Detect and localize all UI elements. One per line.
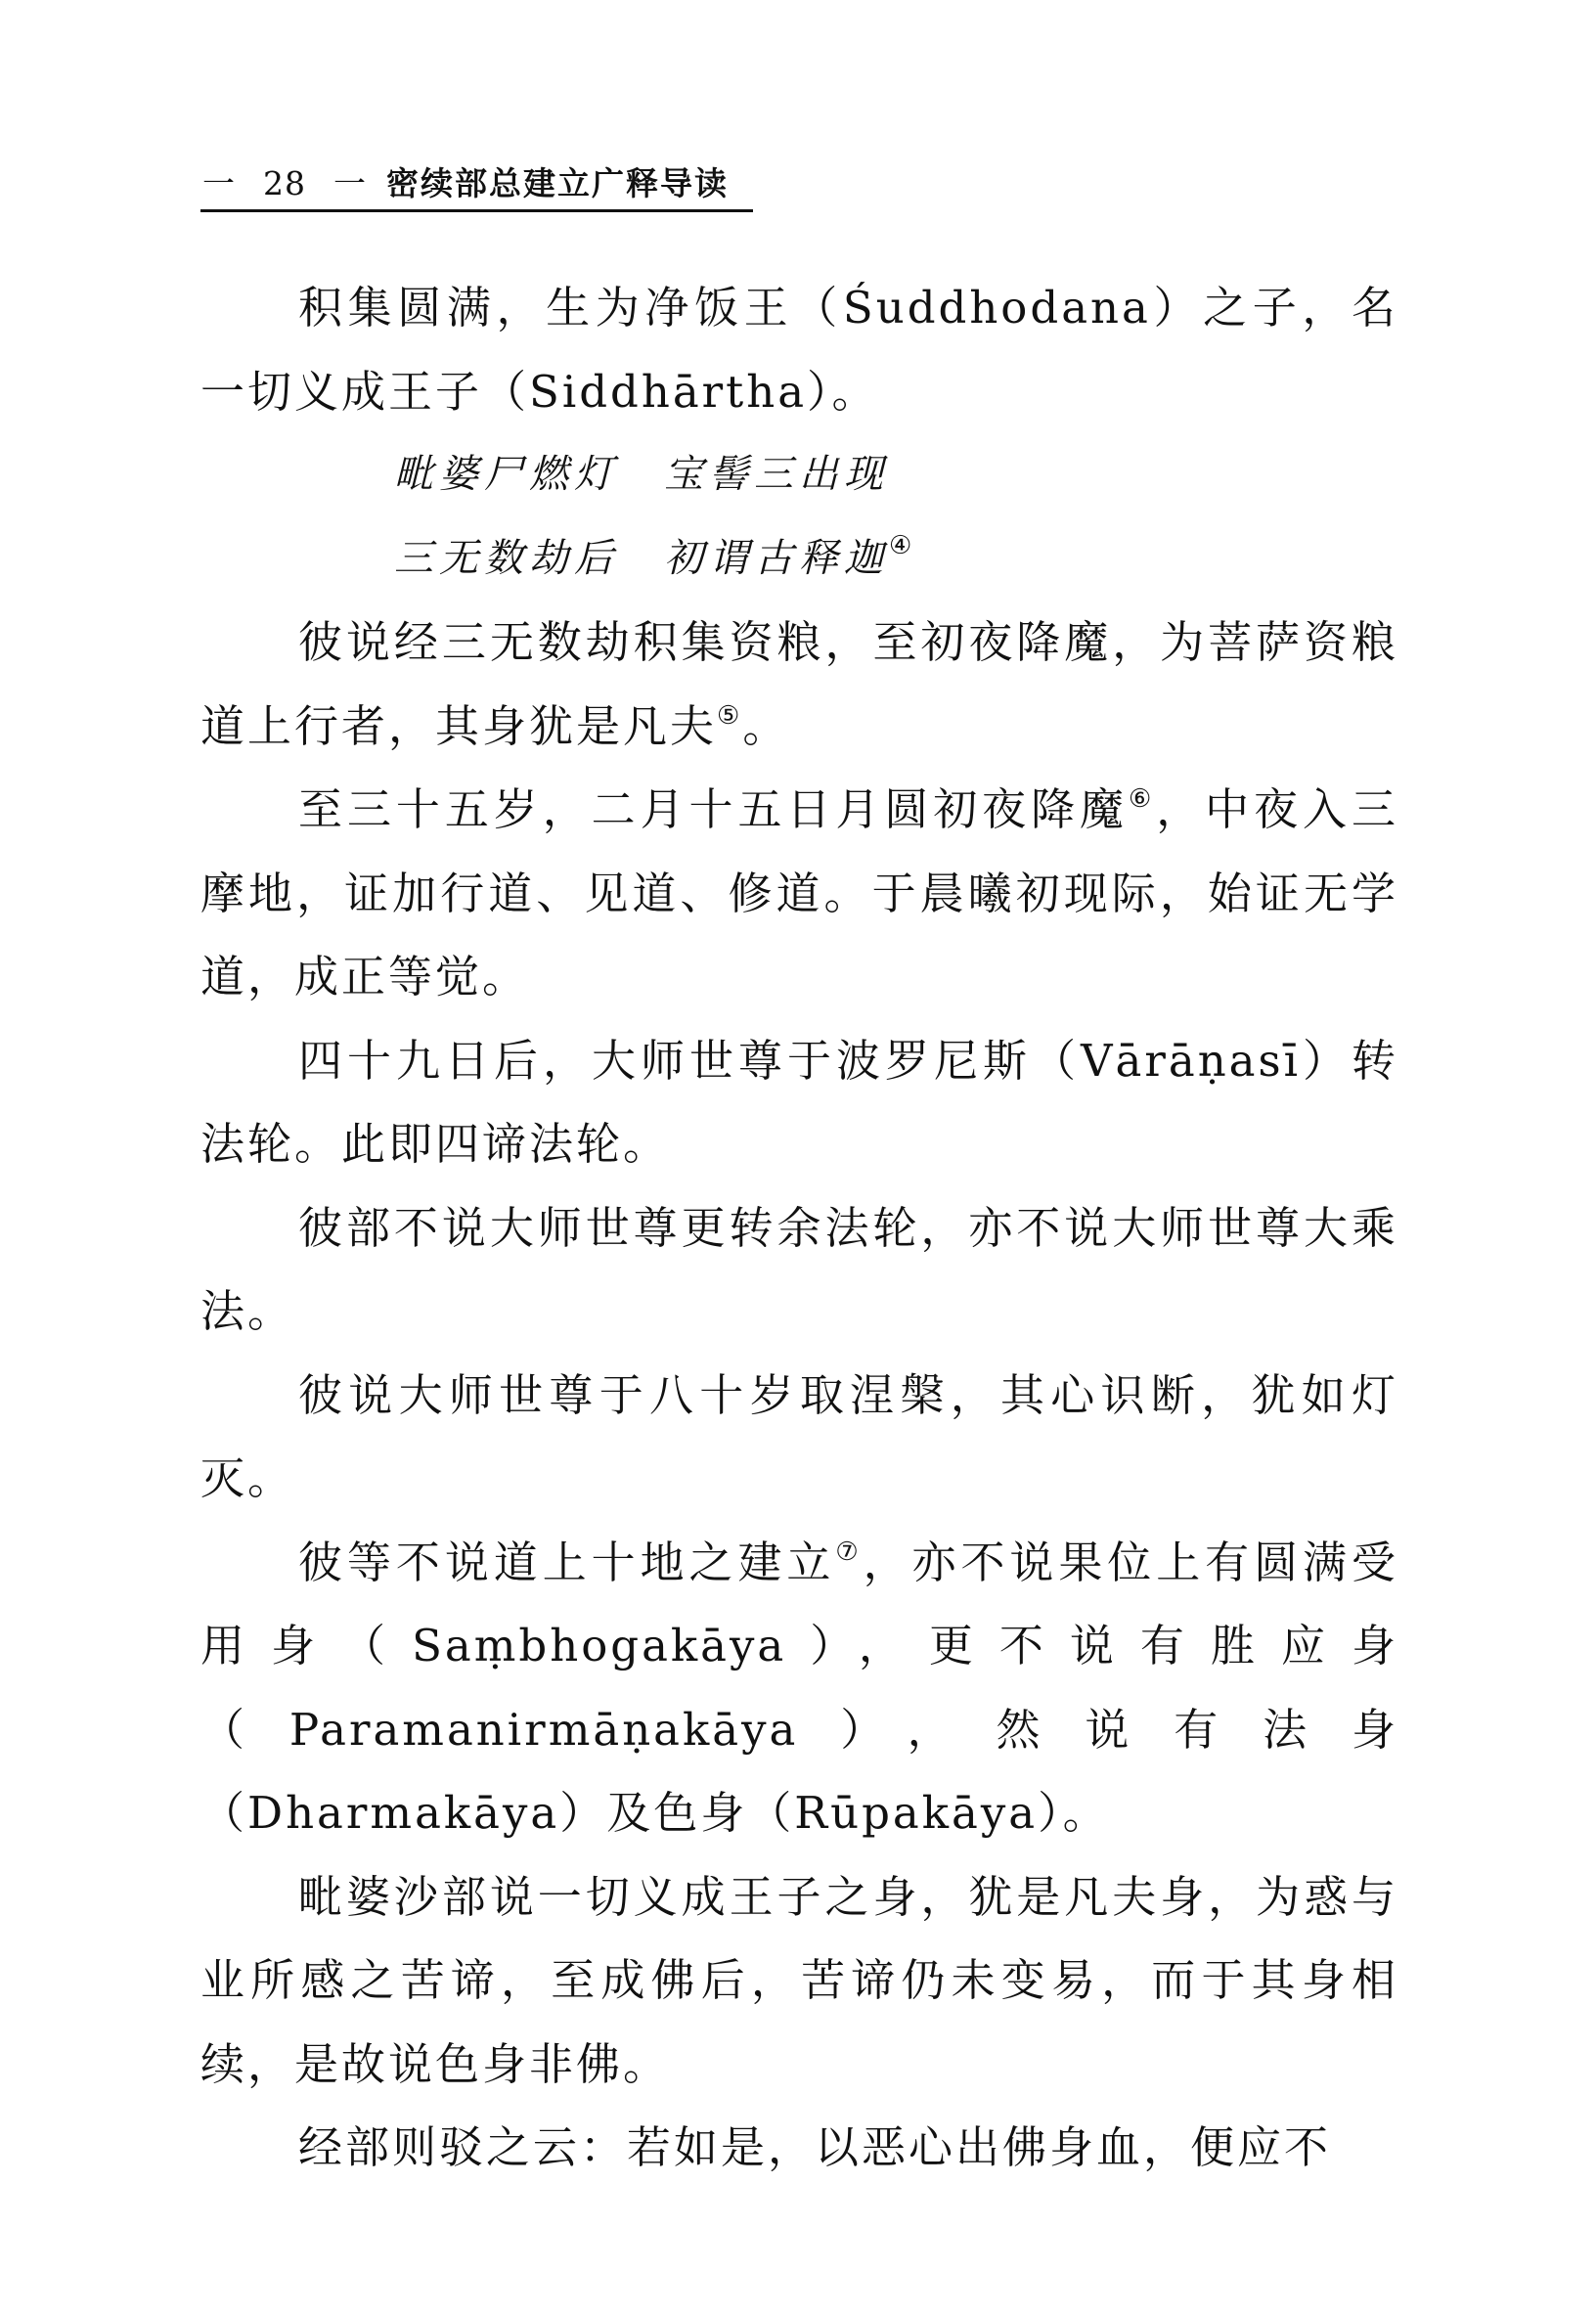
- footnote-marker[interactable]: ⑤: [717, 700, 743, 731]
- paragraph-text: 毗婆沙部说一切义成王子之身，犹是凡夫身，为惑与业所感之苦谛，至成佛后，苦谛仍未变易，而于其身相续，是故说色身非佛。: [200, 1870, 1398, 2090]
- verse-line-2: [200, 517, 1398, 602]
- paragraph-3: [200, 768, 1398, 1019]
- paragraph-7: [200, 1521, 1398, 1855]
- paragraph-text: 。: [742, 699, 790, 752]
- running-header: [200, 162, 753, 212]
- paragraph-text: 彼部不说大师世尊更转余法轮，亦不说大师世尊大乘法。: [200, 1201, 1398, 1337]
- header-dash-left: 一: [202, 164, 236, 202]
- paragraph-text: 彼等不说道上十地之建立: [298, 1536, 836, 1588]
- paragraph-5: [200, 1186, 1398, 1354]
- paragraph-text: 至三十五岁，二月十五日月圆初夜降魔: [298, 783, 1129, 835]
- paragraph-9: [200, 2106, 1398, 2190]
- paragraph-text: 彼说经三无数劫积集资粮，至初夜降魔，为菩萨资粮道上行者，其身犹是凡夫: [200, 616, 1398, 752]
- verse-text: 三无数劫后 初谓古释迦: [394, 535, 889, 581]
- paragraph-text: 经部则驳之云：若如是，以恶心出佛身血，便应不: [298, 2121, 1332, 2173]
- verse-line-1: [200, 433, 1398, 517]
- paragraph-6: [200, 1354, 1398, 1521]
- footnote-marker[interactable]: ④: [889, 530, 918, 560]
- paragraph-4: [200, 1019, 1398, 1186]
- page-number: 28: [263, 164, 306, 202]
- paragraph-text: 积集圆满，生为净饭王（Śuddhodana）之子，名一切义成王子（Siddhārtha）。: [200, 282, 1398, 418]
- paragraph-1: [200, 266, 1398, 433]
- paragraph-text: 四十九日后，大师世尊于波罗尼斯（Vārāṇasī）转法轮。此即四谛法轮。: [200, 1034, 1398, 1170]
- book-title: 密续部总建立广释导读: [386, 164, 729, 202]
- paragraph-text: 彼说大师世尊于八十岁取涅槃，其心识断，犹如灯灭。: [200, 1368, 1398, 1504]
- paragraph-text: ，亦不说果位上有圆满受用身（Saṃbhogakāya），更不说有胜应身（Paramanirmāṇakāya），然说有法身（Dharmakāya）及色身（Rūpakāya）。: [200, 1536, 1398, 1839]
- footnote-marker[interactable]: ⑥: [1128, 784, 1157, 814]
- page-body: [200, 266, 1398, 2190]
- footnote-marker[interactable]: ⑦: [835, 1537, 864, 1567]
- paragraph-8: [200, 1855, 1398, 2107]
- paragraph-2: [200, 601, 1398, 768]
- header-dash-right: 一: [333, 164, 367, 202]
- paragraph-text: ，中夜入三摩地，证加行道、见道、修道。于晨曦初现际，始证无学道，成正等觉。: [200, 783, 1398, 1003]
- verse-text: 毗婆尸燃灯 宝髻三出现: [394, 452, 889, 497]
